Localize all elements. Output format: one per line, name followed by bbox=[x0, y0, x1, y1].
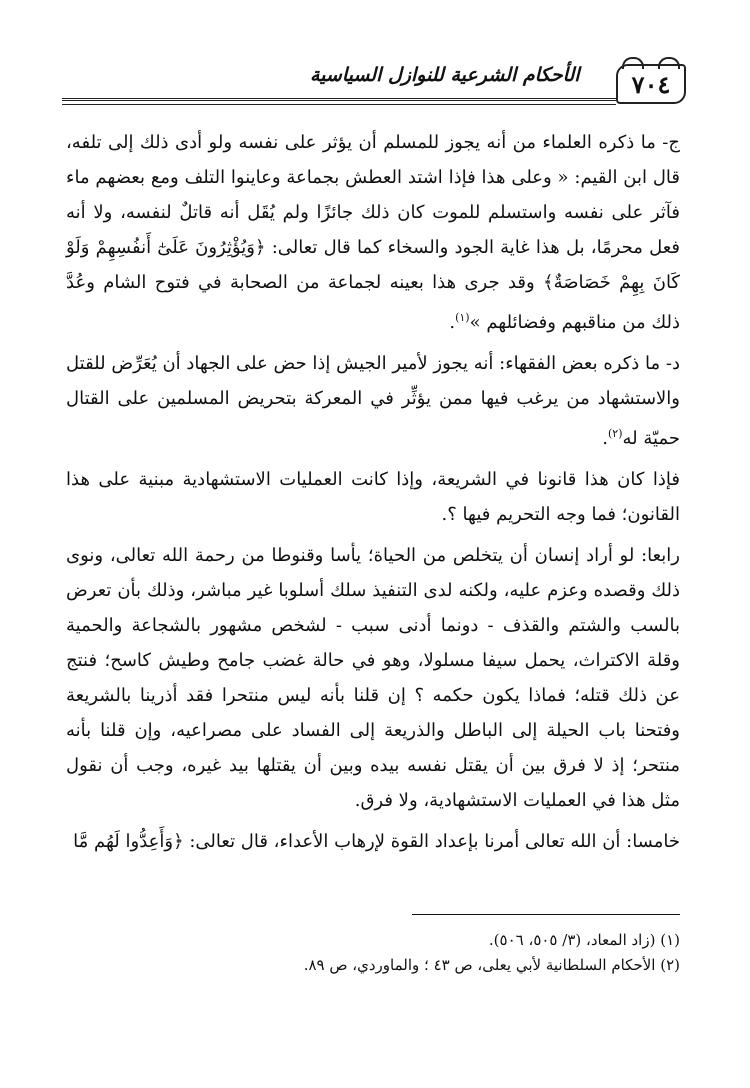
paragraph-fifth: خامسا: أن الله تعالى أمرنا بإعداد القوة لإرهاب الأعداء، قال تعالى: ﴿وَأَعِدُّوا لَهُم مَّا bbox=[73, 831, 680, 852]
footnote-1: (١) (زاد المعاد، (٣/ ٥٠٥، ٥٠٦). bbox=[488, 931, 680, 949]
paragraph-text: د- ما ذكره بعض الفقهاء: أنه يجوز لأمير الجيش إذا حض على الجهاد أن يُعَرِّض للقتل والاستشهاد من يرغب فيها ممن يؤثِّر في المعركة بتحريض المسلمين على القتال حميّة له bbox=[66, 353, 680, 449]
footnote-ref-2: (٢) bbox=[608, 427, 623, 440]
paragraph-jim: ج- ما ذكره العلماء من أنه يجوز للمسلم أن يؤثر على نفسه ولو أدى ذلك إلى تلفه، قال ابن القيم: « وعلى هذا فإذا اشتد العطش بجماعة وعاينوا التلف ومع بعضهم ماء فآثر على نفسه واستسلم للموت كان ذلك جائزًا ولم يُقَل أنه قاتلٌ لنفسه، ولا أنه فعل محرمًا، بل هذا غاية الجود والسخاء كما قال تعالى: ﴿وَيُؤْثِرُونَ عَلَىٰٓ أَنفُسِهِمْ وَلَوْ كَانَ بِهِمْ خَصَاصَةٌ﴾ وقد جرى هذا بعينه لجماعة من الصحابة في فتوح الشام وعُدَّ ذلك من مناقبهم وفضائلهم »$^{(١)}$. bbox=[66, 132, 680, 333]
header-rule-thin bbox=[62, 104, 616, 105]
footnotes bbox=[80, 928, 680, 978]
running-title: الأحكام الشرعية للنوازل السياسية bbox=[310, 64, 580, 86]
page-number: ٧٠٤ bbox=[616, 64, 686, 104]
paragraph-fourth: رابعا: لو أراد إنسان أن يتخلص من الحياة؛ يأسا وقنوطا من رحمة الله تعالى، ونوى ذلك وقصده وعزم عليه، ولكنه لدى التنفيذ سلك أسلوبا غير مباشر، وذلك بأن تعرض بالسب والشتم والقذف - دونما أدنى سبب - لشخص مشهور بالشجاعة والحمية وقلة الاكتراث، يحمل سيفا مسلولا، وهو في حالة غضب جامح وطيش كاسح؛ فنتج عن ذلك قتله؛ فماذا يكون حكمه ؟ إن قلنا بأنه ليس منتحرا فقد أذرينا بالشريعة وفتحنا باب الحيلة إلى الباطل والذريعة إلى الفساد على مصراعيه، وإن قلنا بأنه منتحر؛ إذ لا فرق بين أن يقتل نفسه بيده وبين أن يقتلها بيد غيره، وجب أن نقول مثل هذا في العمليات الاستشهادية، ولا فرق. bbox=[66, 545, 680, 811]
page-body bbox=[66, 125, 680, 865]
footnote-2: (٢) الأحكام السلطانية لأبي يعلى، ص ٤٣ ؛ والماوردي، ص ٨٩. bbox=[303, 956, 680, 974]
paragraph-conclusion: فإذا كان هذا قانونا في الشريعة، وإذا كانت العمليات الاستشهادية مبنية على هذا القانون؛ فما وجه التحريم فيها ؟. bbox=[66, 469, 680, 525]
footnote-divider bbox=[412, 914, 680, 915]
header-rule bbox=[62, 98, 616, 101]
footnote-ref-1: (١) bbox=[455, 311, 470, 324]
page-header bbox=[62, 54, 686, 110]
paragraph-end: . bbox=[602, 428, 608, 449]
paragraph-dal bbox=[66, 346, 680, 456]
paragraph-text: ج- ما ذكره العلماء من أنه يجوز للمسلم أن يؤثر على نفسه ولو أدى ذلك إلى تلفه، قال ابن القيم: « وعلى هذا فإذا اشتد العطش بجماعة وعاينوا التلف ومع بعضهم ماء فآثر على نفسه واستسلم للموت كان ذلك جائزًا ولم يُقَل أنه قاتلٌ لنفسه، ولا أنه فعل محرمًا، بل هذا غاية الجود والسخاء كما قال تعالى: ﴿وَيُؤْثِرُونَ عَلَىٰٓ أَنفُسِهِمْ وَلَوْ كَانَ بِهِمْ خَصَاصَةٌ﴾ وقد جرى هذا بعينه لجماعة من الصحابة في فتوح الشام وعُدَّ ذلك من مناقبهم وفضائلهم » bbox=[66, 132, 680, 333]
